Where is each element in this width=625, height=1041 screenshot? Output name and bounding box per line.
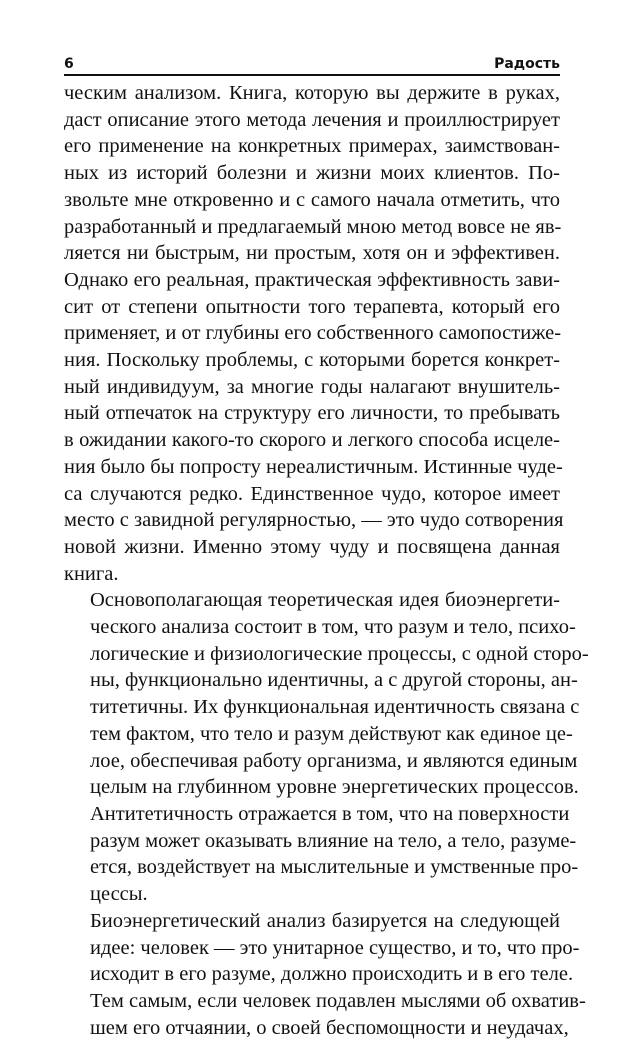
body-text: [64, 80, 589, 1041]
text-line: ется, воздействует на мыслительные и умственные про-: [90, 856, 579, 879]
text-line: Тем самым, если человек подавлен мыслями об охватив-: [90, 989, 586, 1012]
text-line: исходит в его разуме, должно происходить и в его теле.: [90, 963, 574, 986]
text-line: ческим анализом. Книга, которую вы держите в руках,: [64, 82, 560, 104]
text-line: ния. Поскольку проблемы, с которыми борется конкрет-: [64, 349, 560, 372]
paragraph: [64, 587, 589, 907]
text-line: в ожидании какого-то скорого и легкого способа исцеле-: [64, 429, 560, 452]
text-line: ния было бы попросту нереалистичным. Истинные чуде-: [64, 455, 563, 478]
text-line: целым на глубинном уровне энергетических процессов.: [90, 776, 579, 799]
text-line: ляется ни быстрым, ни простым, хотя он и эффективен.: [64, 242, 560, 265]
running-title: Радость: [494, 56, 560, 72]
text-line: ческого анализа состоит в том, что разум и тело, психо-: [90, 616, 576, 639]
text-line: лое, обеспечивая работу организма, и являются единым: [90, 749, 578, 772]
text-line: логические и физиологические процессы, с одной сторо-: [90, 642, 589, 665]
text-line: идее: человек — это унитарное существо, и то, что про-: [90, 936, 580, 959]
text-line: место с завидной регулярностью, — это чудо сотворения: [64, 509, 564, 532]
text-line: разработанный и предлагаемый мною метод вовсе не яв-: [64, 215, 562, 238]
text-line: Биоэнергетический анализ базируется на следующей: [90, 909, 560, 932]
text-line: Антитетичность отражается в том, что на поверхности: [90, 802, 570, 825]
text-line: ный отпечаток на структуру его личности, то пребывать: [64, 402, 560, 425]
text-line: сит от степени опытности того терапевта, который его: [64, 295, 560, 318]
paragraph: [64, 80, 564, 587]
text-line: ных из историй болезни и жизни моих клиентов. По-: [64, 162, 560, 185]
text-line: ный индивидуум, за многие годы налагают внушитель-: [64, 375, 560, 398]
text-line: новой жизни. Именно этому чуду и посвящена данная: [64, 535, 560, 558]
paragraph: [64, 908, 586, 1041]
text-line: Однако его реальная, практическая эффективность зави-: [64, 268, 560, 291]
text-line: его применение на конкретных примерах, заимствован-: [64, 135, 560, 158]
text-line: ны, функционально идентичны, а с другой стороны, ан-: [90, 669, 578, 692]
running-head: [64, 46, 560, 76]
text-line: титетичны. Их функциональная идентичность связана с: [90, 696, 580, 719]
text-line: книга.: [64, 562, 119, 585]
text-line: тем фактом, что тело и разум действуют как единое це-: [90, 722, 573, 745]
text-line: применяет, и от глубины его собственного самопостиже-: [64, 322, 562, 345]
text-line: даст описание этого метода лечения и проиллюстрирует: [64, 108, 560, 131]
text-line: са случаются редко. Единственное чудо, которое имеет: [64, 482, 560, 505]
text-line: Основополагающая теоретическая идея биоэнергети-: [90, 589, 560, 612]
text-line: разум может оказывать влияние на тело, а тело, разуме-: [90, 829, 577, 852]
text-line: цессы.: [90, 883, 148, 906]
text-line: звольте мне откровенно и с самого начала отметить, что: [64, 188, 560, 211]
text-line: шем его отчаянии, о своей беспомощности и неудачах,: [90, 1016, 569, 1039]
page-number: 6: [64, 56, 74, 72]
book-page: [64, 46, 589, 1041]
